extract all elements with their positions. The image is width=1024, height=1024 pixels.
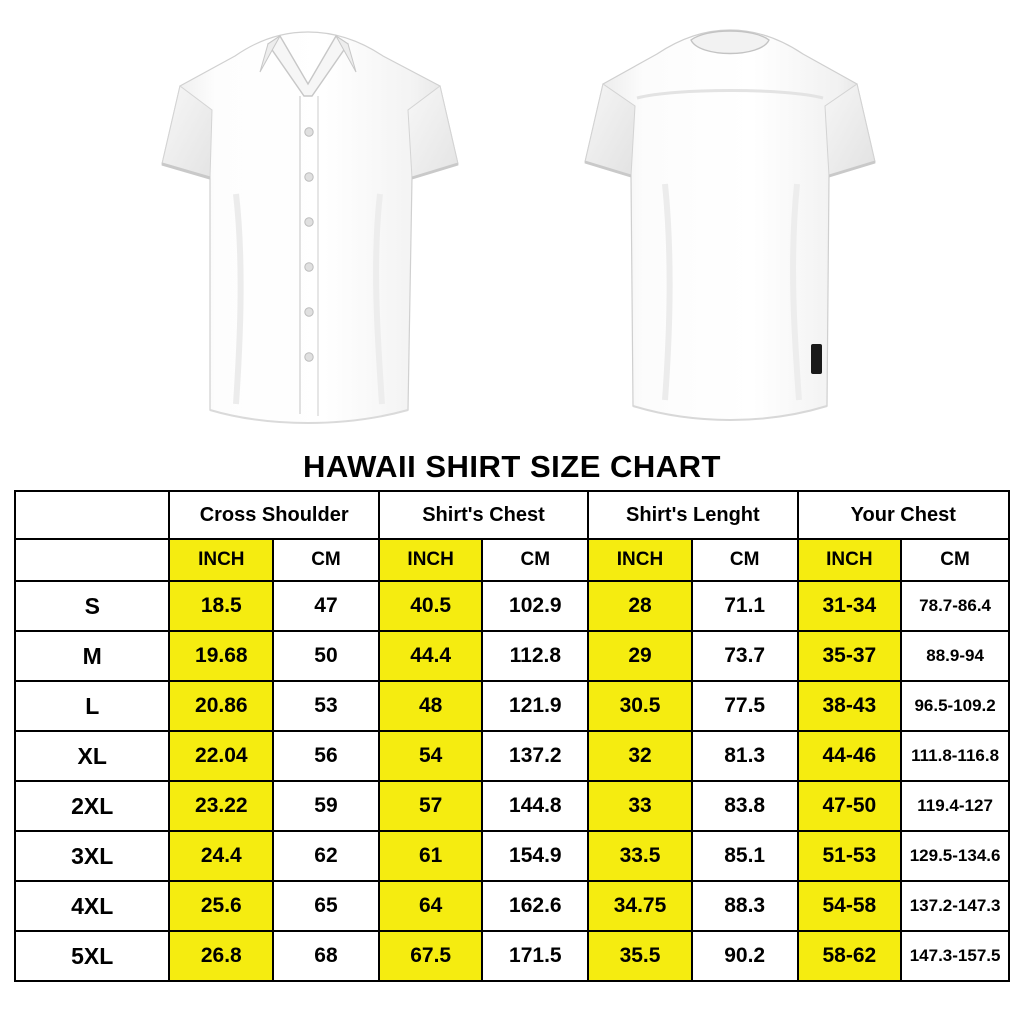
cell-shirts-chest-inch: 64 <box>379 881 483 931</box>
table-row <box>15 631 1009 681</box>
cell-shirts-lenght-cm: 71.1 <box>692 581 798 631</box>
row-size-label: L <box>15 681 169 731</box>
cell-shirts-chest-cm: 171.5 <box>482 931 588 981</box>
cell-shirts-lenght-cm: 90.2 <box>692 931 798 981</box>
cell-your-chest-cm: 78.7-86.4 <box>901 581 1009 631</box>
cell-shirts-chest-inch: 44.4 <box>379 631 483 681</box>
cell-cross-shoulder-inch: 18.5 <box>169 581 273 631</box>
table-row <box>15 731 1009 781</box>
unit-shirts-chest-inch: INCH <box>379 539 483 581</box>
table-row <box>15 781 1009 831</box>
cell-cross-shoulder-cm: 56 <box>273 731 379 781</box>
cell-shirts-lenght-inch: 30.5 <box>588 681 692 731</box>
table-row <box>15 831 1009 881</box>
table-group-header-row <box>15 491 1009 539</box>
cell-shirts-lenght-cm: 85.1 <box>692 831 798 881</box>
cell-cross-shoulder-cm: 68 <box>273 931 379 981</box>
cell-shirts-lenght-cm: 77.5 <box>692 681 798 731</box>
cell-shirts-chest-inch: 61 <box>379 831 483 881</box>
size-chart-table <box>14 490 1010 982</box>
row-size-label: 3XL <box>15 831 169 881</box>
cell-cross-shoulder-cm: 62 <box>273 831 379 881</box>
unit-cross-shoulder-inch: INCH <box>169 539 273 581</box>
cell-cross-shoulder-inch: 23.22 <box>169 781 273 831</box>
cell-shirts-lenght-cm: 81.3 <box>692 731 798 781</box>
cell-shirts-chest-inch: 40.5 <box>379 581 483 631</box>
cell-shirts-lenght-inch: 28 <box>588 581 692 631</box>
shirt-back-image <box>565 14 895 434</box>
cell-your-chest-cm: 119.4-127 <box>901 781 1009 831</box>
cell-shirts-chest-cm: 112.8 <box>482 631 588 681</box>
cell-cross-shoulder-cm: 47 <box>273 581 379 631</box>
cell-your-chest-inch: 47-50 <box>798 781 902 831</box>
cell-cross-shoulder-cm: 53 <box>273 681 379 731</box>
shirt-front-image <box>140 14 480 434</box>
cell-your-chest-cm: 96.5-109.2 <box>901 681 1009 731</box>
cell-your-chest-inch: 38-43 <box>798 681 902 731</box>
cell-shirts-chest-cm: 162.6 <box>482 881 588 931</box>
cell-your-chest-inch: 58-62 <box>798 931 902 981</box>
cell-your-chest-cm: 147.3-157.5 <box>901 931 1009 981</box>
cell-shirts-chest-cm: 102.9 <box>482 581 588 631</box>
cell-your-chest-cm: 88.9-94 <box>901 631 1009 681</box>
cell-shirts-lenght-cm: 73.7 <box>692 631 798 681</box>
cell-your-chest-inch: 44-46 <box>798 731 902 781</box>
cell-your-chest-inch: 54-58 <box>798 881 902 931</box>
cell-shirts-chest-inch: 54 <box>379 731 483 781</box>
cell-your-chest-inch: 51-53 <box>798 831 902 881</box>
cell-your-chest-cm: 129.5-134.6 <box>901 831 1009 881</box>
unit-shirts-lenght-inch: INCH <box>588 539 692 581</box>
cell-shirts-lenght-inch: 33 <box>588 781 692 831</box>
row-size-label: 2XL <box>15 781 169 831</box>
cell-shirts-lenght-inch: 29 <box>588 631 692 681</box>
cell-shirts-lenght-inch: 32 <box>588 731 692 781</box>
unit-your-chest-inch: INCH <box>798 539 902 581</box>
cell-cross-shoulder-inch: 20.86 <box>169 681 273 731</box>
cell-shirts-chest-cm: 137.2 <box>482 731 588 781</box>
cell-shirts-lenght-inch: 35.5 <box>588 931 692 981</box>
cell-cross-shoulder-inch: 19.68 <box>169 631 273 681</box>
cell-cross-shoulder-inch: 25.6 <box>169 881 273 931</box>
cell-cross-shoulder-inch: 22.04 <box>169 731 273 781</box>
cell-shirts-chest-cm: 121.9 <box>482 681 588 731</box>
row-size-label: 5XL <box>15 931 169 981</box>
header-corner-blank <box>15 491 169 539</box>
header-shirts-chest: Shirt's Chest <box>379 491 588 539</box>
row-size-label: S <box>15 581 169 631</box>
cell-cross-shoulder-cm: 65 <box>273 881 379 931</box>
cell-shirts-chest-inch: 57 <box>379 781 483 831</box>
unit-corner-blank <box>15 539 169 581</box>
cell-your-chest-cm: 111.8-116.8 <box>901 731 1009 781</box>
row-size-label: M <box>15 631 169 681</box>
cell-your-chest-cm: 137.2-147.3 <box>901 881 1009 931</box>
cell-shirts-chest-cm: 154.9 <box>482 831 588 881</box>
row-size-label: XL <box>15 731 169 781</box>
header-shirts-lenght: Shirt's Lenght <box>588 491 797 539</box>
unit-your-chest-cm: CM <box>901 539 1009 581</box>
table-row <box>15 931 1009 981</box>
unit-shirts-chest-cm: CM <box>482 539 588 581</box>
header-your-chest: Your Chest <box>798 491 1009 539</box>
cell-shirts-lenght-inch: 33.5 <box>588 831 692 881</box>
cell-cross-shoulder-cm: 59 <box>273 781 379 831</box>
table-unit-header-row <box>15 539 1009 581</box>
table-row <box>15 581 1009 631</box>
page-title: HAWAII SHIRT SIZE CHART <box>303 449 721 484</box>
cell-shirts-lenght-cm: 88.3 <box>692 881 798 931</box>
row-size-label: 4XL <box>15 881 169 931</box>
cell-cross-shoulder-cm: 50 <box>273 631 379 681</box>
header-cross-shoulder: Cross Shoulder <box>169 491 378 539</box>
unit-shirts-lenght-cm: CM <box>692 539 798 581</box>
cell-shirts-chest-inch: 48 <box>379 681 483 731</box>
cell-your-chest-inch: 31-34 <box>798 581 902 631</box>
cell-your-chest-inch: 35-37 <box>798 631 902 681</box>
unit-cross-shoulder-cm: CM <box>273 539 379 581</box>
table-row <box>15 681 1009 731</box>
table-row <box>15 881 1009 931</box>
cell-cross-shoulder-inch: 26.8 <box>169 931 273 981</box>
cell-shirts-chest-inch: 67.5 <box>379 931 483 981</box>
cell-shirts-lenght-inch: 34.75 <box>588 881 692 931</box>
cell-shirts-chest-cm: 144.8 <box>482 781 588 831</box>
cell-shirts-lenght-cm: 83.8 <box>692 781 798 831</box>
cell-cross-shoulder-inch: 24.4 <box>169 831 273 881</box>
shirt-illustrations <box>0 0 1024 448</box>
size-chart-table-area <box>14 490 1010 982</box>
